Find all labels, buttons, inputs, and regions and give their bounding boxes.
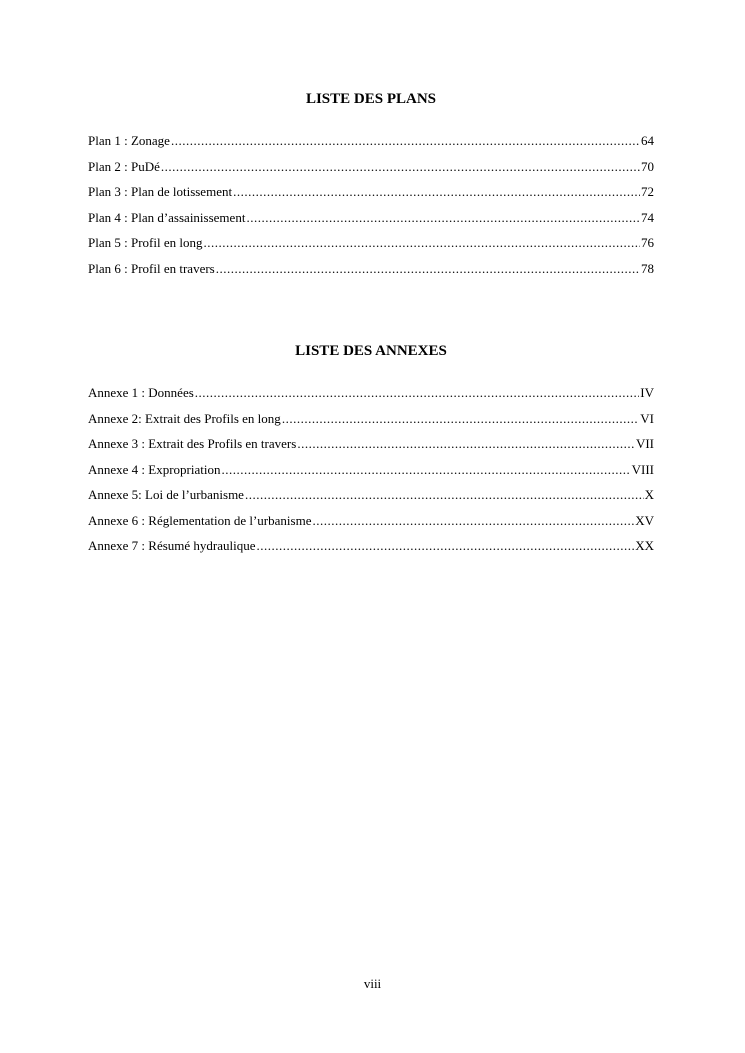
toc-entry-page: 78 bbox=[641, 260, 654, 276]
toc-entry-label: Plan 2 : PuDé bbox=[88, 158, 160, 174]
toc-entry-page: XX bbox=[635, 538, 654, 553]
plans-list-title: LISTE DES PLANS bbox=[305, 91, 437, 107]
toc-leader-dots bbox=[257, 538, 635, 554]
toc-leader-dots bbox=[297, 436, 635, 452]
toc-leader-dots bbox=[203, 235, 640, 251]
toc-entry-annexe-6 bbox=[88, 513, 654, 539]
toc-entry-page: VI bbox=[640, 410, 654, 426]
page-number: viii bbox=[363, 976, 382, 991]
toc-entry-label: Annexe 1 : Données bbox=[88, 385, 194, 400]
toc-leader-dots bbox=[246, 210, 640, 226]
toc-leader-dots bbox=[312, 513, 634, 529]
toc-entry-page: 70 bbox=[641, 158, 654, 174]
toc-entry-plan-3 bbox=[88, 184, 654, 210]
toc-entry-label: Plan 4 : Plan d’assainissement bbox=[88, 209, 246, 225]
toc-entry-annexe-1 bbox=[88, 385, 654, 411]
toc-entry-annexe-3 bbox=[88, 436, 654, 462]
toc-entry-label: Annexe 5: Loi de l’urbanisme bbox=[88, 487, 244, 502]
toc-entry-page: XV bbox=[635, 512, 654, 528]
toc-leader-dots bbox=[195, 385, 640, 401]
toc-leader-dots bbox=[282, 411, 639, 427]
toc-leader-dots bbox=[161, 159, 640, 175]
plans-list bbox=[88, 133, 654, 286]
toc-leader-dots bbox=[171, 133, 640, 149]
toc-entry-plan-6 bbox=[88, 261, 654, 287]
toc-entry-annexe-2 bbox=[88, 411, 654, 437]
toc-entry-label: Annexe 3 : Extrait des Profils en travers bbox=[88, 436, 297, 451]
toc-leader-dots bbox=[216, 261, 640, 277]
toc-leader-dots bbox=[233, 184, 640, 200]
toc-entry-plan-4 bbox=[88, 210, 654, 236]
toc-entry-annexe-4 bbox=[88, 462, 654, 488]
toc-entry-page: X bbox=[644, 487, 654, 502]
toc-entry-label: Annexe 2: Extrait des Profils en long bbox=[88, 410, 281, 426]
toc-entry-label: Annexe 7 : Résumé hydraulique bbox=[88, 538, 256, 553]
annexes-list-title: LISTE DES ANNEXES bbox=[295, 343, 447, 359]
toc-entry-annexe-7 bbox=[88, 538, 654, 564]
toc-entry-page: VIII bbox=[631, 461, 654, 477]
toc-entry-page: IV bbox=[640, 385, 654, 400]
toc-entry-label: Plan 6 : Profil en travers bbox=[88, 260, 215, 276]
toc-entry-label: Annexe 4 : Expropriation bbox=[88, 461, 221, 477]
toc-leader-dots bbox=[222, 462, 631, 478]
toc-entry-plan-5 bbox=[88, 235, 654, 261]
toc-entry-page: VII bbox=[635, 436, 654, 451]
toc-entry-label: Plan 3 : Plan de lotissement bbox=[88, 184, 233, 199]
toc-entry-page: 72 bbox=[641, 184, 654, 199]
toc-entry-annexe-5 bbox=[88, 487, 654, 513]
toc-leader-dots bbox=[245, 487, 644, 503]
toc-entry-label: Annexe 6 : Réglementation de l’urbanisme bbox=[88, 512, 312, 528]
toc-entry-page: 64 bbox=[641, 133, 654, 148]
toc-entry-label: Plan 5 : Profil en long bbox=[88, 235, 203, 250]
toc-entry-label: Plan 1 : Zonage bbox=[88, 133, 170, 148]
toc-entry-page: 74 bbox=[641, 209, 654, 225]
toc-entry-plan-2 bbox=[88, 159, 654, 185]
annexes-list bbox=[88, 385, 654, 564]
toc-entry-plan-1 bbox=[88, 133, 654, 159]
toc-entry-page: 76 bbox=[641, 235, 654, 250]
